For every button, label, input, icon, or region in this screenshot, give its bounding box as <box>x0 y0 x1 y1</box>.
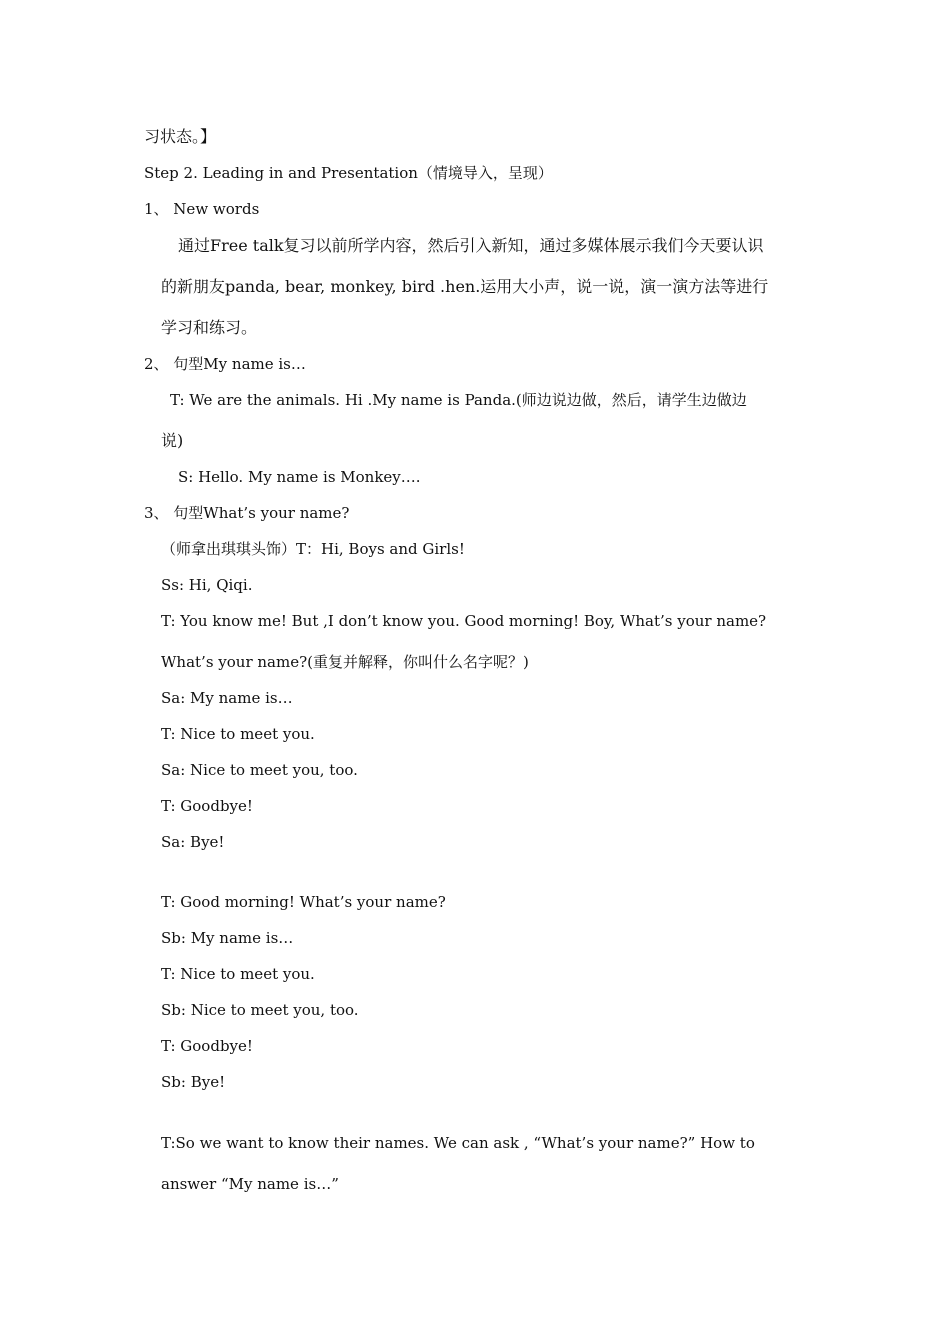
dialogue-line: answer “My name is…” <box>161 1175 339 1193</box>
dialogue-line: T: Goodbye! <box>161 1037 253 1055</box>
section-heading-whats-your-name: 3、 句型What’s your name? <box>144 504 350 522</box>
dialogue-line: T: You know me! But ,I don’t know you. Good morning! Boy, What’s your name? <box>161 612 767 630</box>
dialogue-line: （师拿出琪琪头饰）T：Hi, Boys and Girls! <box>161 540 465 558</box>
section-heading-my-name-is: 2、 句型My name is… <box>144 355 306 373</box>
dialogue-line: 说) <box>161 431 184 450</box>
dialogue-line: Sa: Bye! <box>161 833 225 851</box>
dialogue-line: Sb: Nice to meet you, too. <box>161 1001 359 1019</box>
dialogue-line: What’s your name?(重复并解释，你叫什么名字呢？) <box>161 653 529 671</box>
paragraph-line-3: 学习和练习。 <box>161 318 258 337</box>
dialogue-line: T: Nice to meet you. <box>161 725 315 743</box>
dialogue-line: T:So we want to know their names. We can ask , “What’s your name?” How to <box>161 1134 755 1152</box>
paragraph-line-2: 的新朋友panda, bear, monkey, bird .hen.运用大小声，说一说，演一演方法等进行 <box>161 277 769 296</box>
step-heading: Step 2. Leading in and Presentation（情境导入，呈现） <box>144 164 553 182</box>
dialogue-line: S: Hello. My name is Monkey…. <box>178 468 421 486</box>
dialogue-line: T: Good morning! What’s your name? <box>161 893 446 911</box>
text-line-1: 习状态。】 <box>144 127 217 146</box>
dialogue-line: T: Nice to meet you. <box>161 965 315 983</box>
dialogue-line: T: We are the animals. Hi .My name is Panda.(师边说边做，然后，请学生边做边 <box>170 391 747 409</box>
dialogue-line: Ss: Hi, Qiqi. <box>161 576 253 594</box>
dialogue-line: Sb: Bye! <box>161 1073 226 1091</box>
dialogue-line: Sb: My name is… <box>161 929 294 947</box>
paragraph-line-1: 通过Free talk复习以前所学内容，然后引入新知，通过多媒体展示我们今天要认识 <box>178 236 764 255</box>
dialogue-line: T: Goodbye! <box>161 797 253 815</box>
section-heading-new-words: 1、 New words <box>144 200 260 218</box>
dialogue-line: Sa: Nice to meet you, too. <box>161 761 358 779</box>
dialogue-line: Sa: My name is… <box>161 689 293 707</box>
